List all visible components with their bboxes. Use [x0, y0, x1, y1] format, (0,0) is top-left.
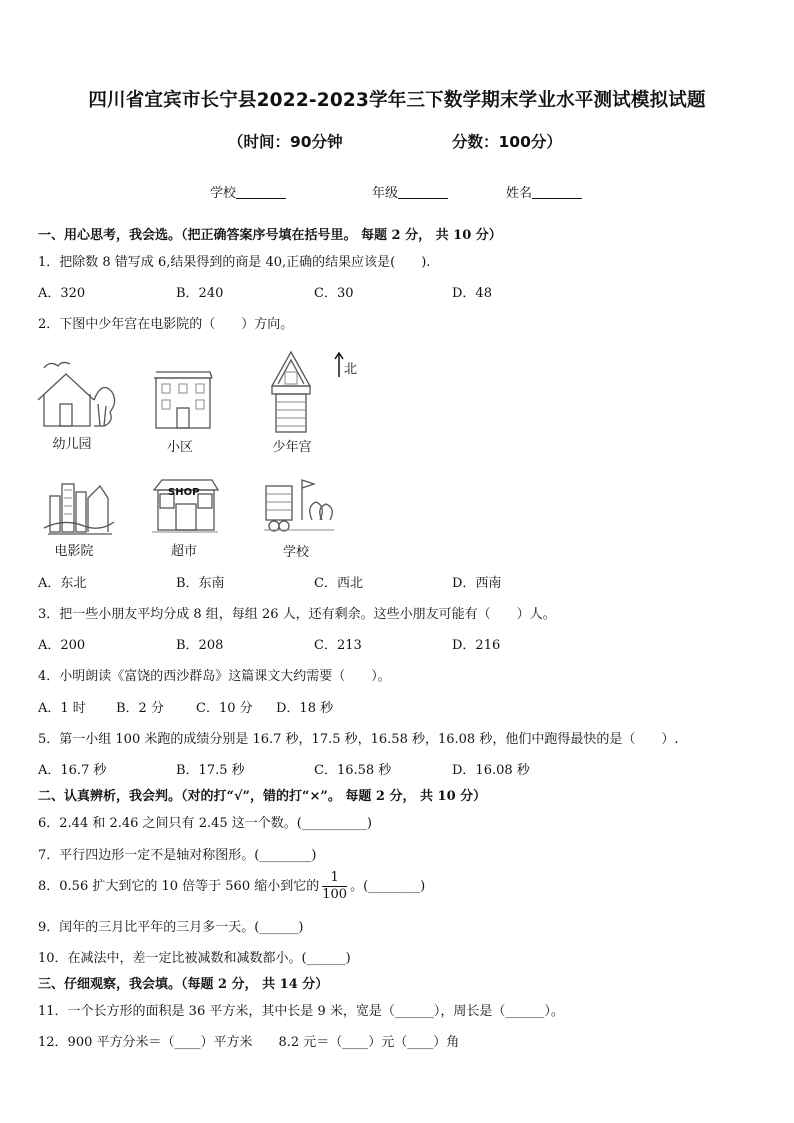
supermarket-icon: [150, 476, 220, 534]
q2-option-a[interactable]: A．东北: [38, 576, 87, 591]
exam-score: 分数：100分）: [452, 133, 562, 151]
q1-option-d[interactable]: D．48: [452, 286, 492, 301]
q2-option-b[interactable]: B．东南: [176, 576, 225, 591]
residential-building-icon: [152, 370, 214, 430]
q3-option-d[interactable]: D．216: [452, 638, 501, 653]
q2-option-d[interactable]: D．西南: [452, 576, 502, 591]
place-label-school: 学校: [282, 545, 309, 560]
grade-field[interactable]: [372, 182, 448, 201]
place-label-youth-palace: 少年宫: [272, 440, 312, 455]
question-7: 7．平行四边形一定不是轴对称图形。(________): [38, 848, 317, 863]
north-arrow-icon: [334, 352, 344, 378]
q1-option-b[interactable]: B．240: [176, 286, 224, 301]
name-blank[interactable]: [532, 186, 582, 199]
q3-option-c[interactable]: C．213: [314, 638, 362, 653]
name-field[interactable]: [506, 182, 582, 201]
exam-time: （时间：90分钟: [228, 133, 343, 151]
question-2: 2．下图中少年宫在电影院的（ ）方向。: [38, 317, 294, 332]
q4-option-d[interactable]: D．18 秒: [276, 701, 334, 716]
section2-heading: 二、认真辨析，我会判。（对的打“√”，错的打“×”。 每题 2 分， 共 10 分）: [38, 789, 487, 804]
q8-fraction: [322, 870, 347, 903]
q8-fraction-numerator: 1: [322, 870, 347, 887]
q5-option-b[interactable]: B．17.5 秒: [176, 763, 245, 778]
place-label-supermarket: 超市: [170, 544, 197, 559]
kindergarten-icon: [34, 360, 118, 430]
school-icon: [262, 476, 338, 534]
q2-option-c[interactable]: C．西北: [314, 576, 363, 591]
section1-heading: 一、用心思考，我会选。（把正确答案序号填在括号里。 每题 2 分， 共 10 分）: [38, 228, 502, 243]
q8-fraction-denominator: 100: [322, 887, 348, 902]
question-6: 6．2.44 和 2.46 之间只有 2.45 这一个数。(__________): [38, 816, 372, 831]
q5-option-a[interactable]: A．16.7 秒: [38, 763, 107, 778]
q8-text-after: 。(________): [350, 879, 426, 894]
q8-text-before: 8．0.56 扩大到它的 10 倍等于 560 缩小到它的: [38, 879, 320, 894]
question-1: 1．把除数 8 错写成 6,结果得到的商是 40,正确的结果应该是( ).: [38, 255, 431, 270]
place-label-cinema: 电影院: [54, 544, 94, 559]
q4-option-a[interactable]: A．1 时: [38, 701, 86, 716]
q5-option-d[interactable]: D．16.08 秒: [452, 763, 530, 778]
q5-option-c[interactable]: C．16.58 秒: [314, 763, 392, 778]
q1-option-a[interactable]: A．320: [38, 286, 86, 301]
shop-sign: SHOP: [168, 487, 200, 498]
school-label: 学校: [210, 186, 237, 201]
q1-option-c[interactable]: C．30: [314, 286, 354, 301]
place-label-residential: 小区: [166, 440, 193, 455]
question-3: 3．把一些小朋友平均分成 8 组，每组 26 人，还有剩余。这些小朋友可能有（ ）人。: [38, 607, 556, 622]
question-4: 4．小明朗读《富饶的西沙群岛》这篇课文大约需要（ ）。: [38, 669, 391, 684]
grade-blank[interactable]: [398, 186, 448, 199]
youth-palace-icon: [266, 350, 316, 434]
school-field[interactable]: [210, 182, 286, 201]
q4-option-b[interactable]: B．2 分: [116, 701, 164, 716]
grade-label: 年级: [372, 186, 399, 201]
question-8: [38, 870, 425, 903]
question-5: 5．第一小组 100 米跑的成绩分别是 16.7 秒，17.5 秒，16.58 秒，16.08 秒，他们中跑得最快的是（ ）.: [38, 732, 679, 747]
question-9: 9．闰年的三月比平年的三月多一天。(______): [38, 920, 304, 935]
name-label: 姓名: [506, 186, 533, 201]
section3-heading: 三、仔细观察，我会填。（每题 2 分， 共 14 分）: [38, 977, 329, 992]
q3-option-a[interactable]: A．200: [38, 638, 86, 653]
q4-option-c[interactable]: C．10 分: [196, 701, 253, 716]
north-label: 北: [344, 362, 358, 377]
school-blank[interactable]: [236, 186, 286, 199]
exam-title: 四川省宜宾市长宁县2022-2023学年三下数学期末学业水平测试模拟试题: [88, 90, 706, 111]
cinema-icon: [42, 478, 114, 536]
q3-option-b[interactable]: B．208: [176, 638, 224, 653]
question-11: 11．一个长方形的面积是 36 平方米，其中长是 9 米，宽是（______），周长是（______）。: [38, 1004, 564, 1019]
question-12: 12．900 平方分米＝（____）平方米 8.2 元＝（____）元（____）角: [38, 1035, 460, 1050]
question-10: 10．在减法中，差一定比被减数和减数都小。(______): [38, 951, 351, 966]
place-label-kindergarten: 幼儿园: [52, 437, 92, 452]
